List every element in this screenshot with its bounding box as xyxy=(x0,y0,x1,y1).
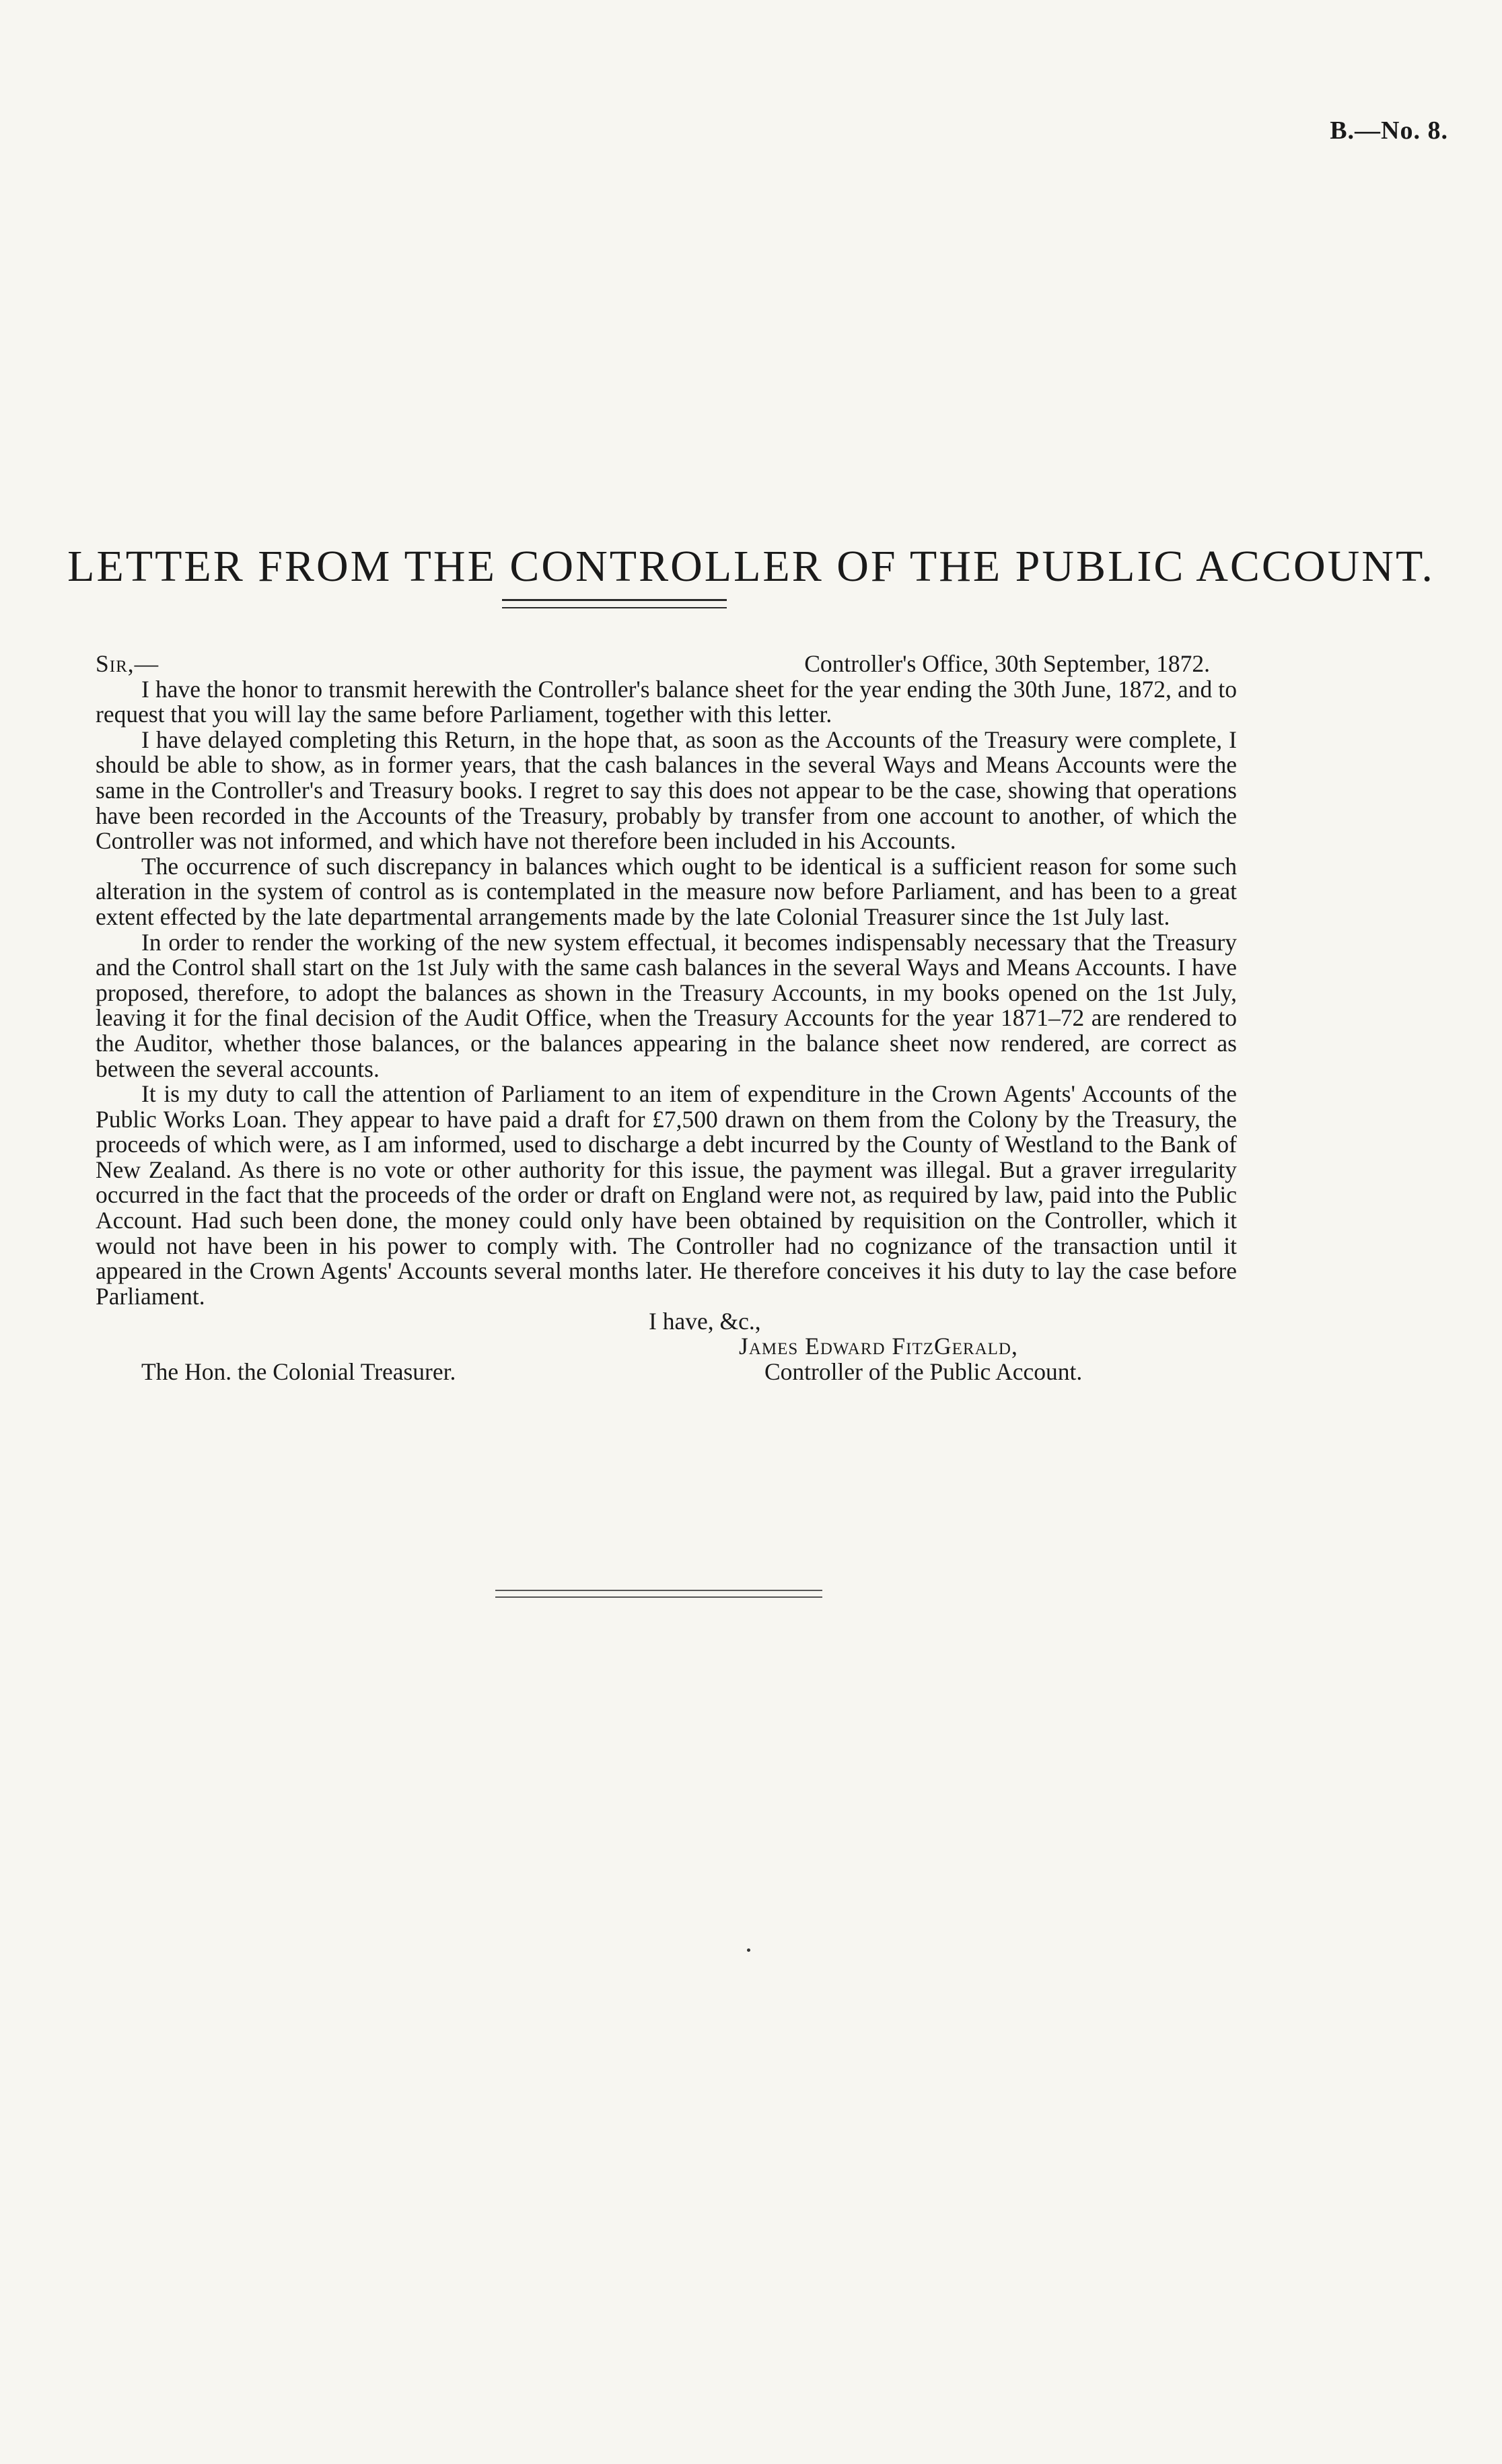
paragraph: The occurrence of such discrepancy in balances which ought to be identical is a sufficient reason for some such alteration in the system of control as is contemplated in the measure now before Parliament, and has been to a great extent effected by the late departmental arrangements made by the late Colonial Treasurer since the 1st July last. xyxy=(96,852,1237,930)
end-divider xyxy=(495,1590,822,1598)
signatory-title: Controller of the Public Account. xyxy=(764,1358,1083,1386)
letter-body xyxy=(96,652,1237,1403)
paragraph: I have the honor to transmit herewith the Controller's balance sheet for the year ending the 30th June, 1872, and to request that you will lay the same before Parliament, together with this letter. xyxy=(96,675,1237,728)
paragraph: It is my duty to call the attention of Parliament to an item of expenditure in the Crown Agents' Accounts of the Public Works Loan. They appear to have paid a draft for £7,500 drawn on them from the Colony by the Treasury, the proceeds of which were, as I am informed, used to discharge a debt incurred by the County of Westland to the Bank of New Zealand. As there is no vote or other authority for this issue, the payment was illegal. But a graver irregularity occurred in the fact that the proceeds of the order or draft on England were not, as required by law, paid into the Public Account. Had such been done, the money could only have been obtained by requisition on the Controller, which it would not have been in his power to comply with. The Controller had no cognizance of the transaction until it appeared in the Crown Agents' Accounts several months later. He therefore conceives it his duty to lay the case before Parliament. xyxy=(96,1080,1237,1310)
paragraph: In order to render the working of the new system effectual, it becomes indispensably necessary that the Treasury and the Control shall start on the 1st July with the same cash balances in the several Ways and Means Accounts. I have proposed, therefore, to adopt the balances as shown in the Treasury Accounts, in my books opened on the 1st July, leaving it for the final decision of the Audit Office, when the Treasury Accounts for the year 1871–72 are rendered to the Auditor, whether those balances, or the balances appearing in the balance sheet now rendered, are correct as between the several accounts. xyxy=(96,928,1237,1082)
salutation: Sir,— xyxy=(96,650,159,677)
letter-header xyxy=(96,652,1237,677)
addressee: The Hon. the Colonial Treasurer. xyxy=(141,1358,456,1386)
paragraph: I have delayed completing this Return, in the hope that, as soon as the Accounts of the Treasury were complete, I should be able to show, as in former years, that the cash balances in the several Ways and Means Accounts were the same in the Controller's and Treasury books. I regret to say this does not appear to be the case, showing that operations have been recorded in the Accounts of the Treasury, probably by transfer from one account to another, of which the Controller was not informed, and which have not therefore been included in his Accounts. xyxy=(96,726,1237,855)
print-speck xyxy=(747,1948,750,1952)
dateline: Controller's Office, 30th September, 1872. xyxy=(804,650,1210,677)
closing: I have, &c., xyxy=(649,1308,761,1335)
page-reference: B.—No. 8. xyxy=(1330,116,1448,145)
title-divider xyxy=(502,599,727,608)
signatory-name: James Edward FitzGerald, xyxy=(739,1333,1018,1360)
signature-block xyxy=(96,1309,1237,1403)
document-title: LETTER FROM THE CONTROLLER OF THE PUBLIC ACCOUNT. xyxy=(67,542,1435,592)
